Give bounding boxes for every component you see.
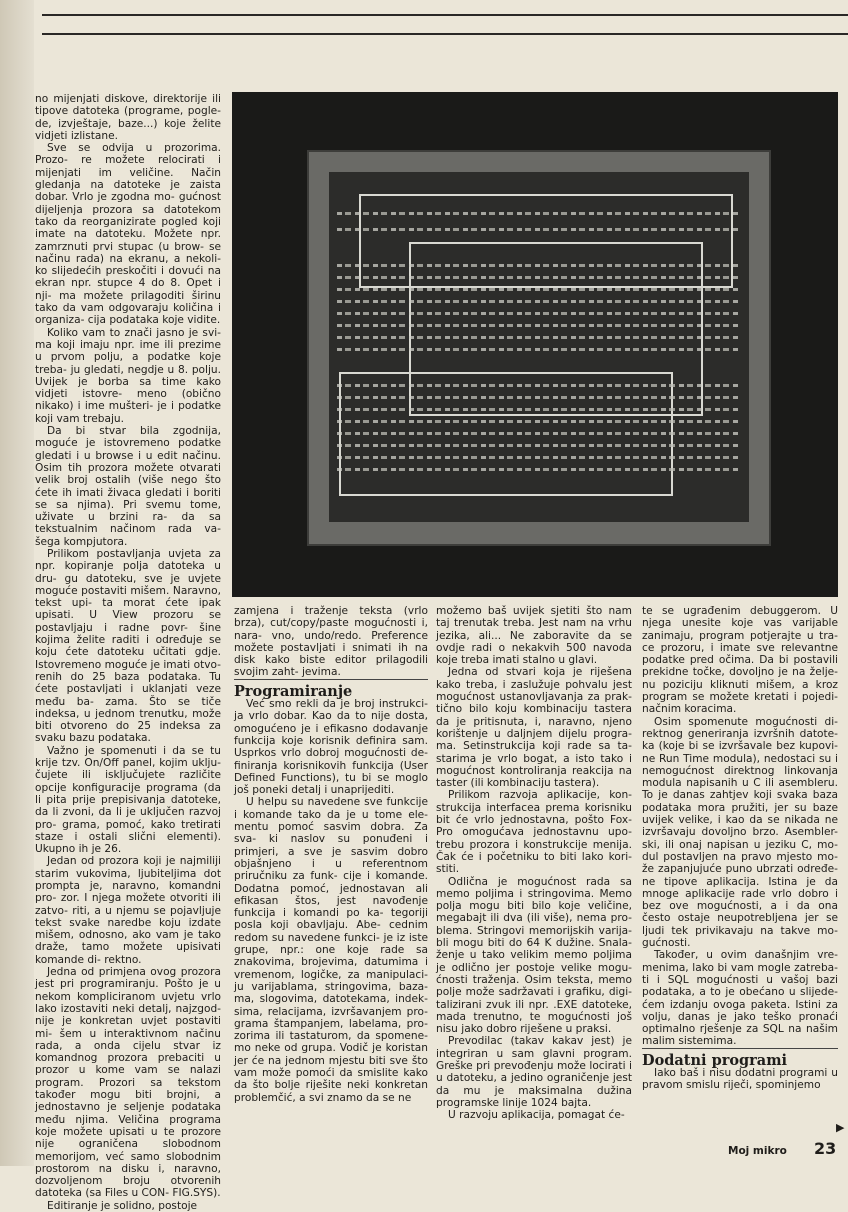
screen-text-row — [337, 288, 741, 291]
paragraph: Osim spomenute mogućnosti di- rektnog generiranja izvršnih datote- ka (koje bi se izvršavale bez kupovi- ne Run Time modula), nedostaci su i nemogućnost direktnog linkovanja modula napisanih u C ili asembleru. To je danas zahtjev koji svaka baza podataka mora pružiti, jer su baze uvijek velike, i kao da se nikada ne izvršavaju dovoljno brzo. Asembler- ski, ili onaj napisan u jeziku C, mo- dul postavljen na pravo mjesto mo- že zapanjujuće puno ubrzati određe- ne tipove aplikacija. Istina je da mnoge aplikacije rade vrlo dobro i bez ove mogućnosti, a i da ona često ostaje neupotrebljena jer se ljudi tek privikavaju na takve mo- gućnosti. — [642, 715, 838, 950]
paragraph: zamjena i traženje teksta (vrlo brza), cut/copy/paste mogućnosti i, nara- vno, undo/redo. Preference možete postavljati i snimati ih na disk kako biste editor prilagodili svojim zaht- jevima. — [234, 605, 428, 679]
paragraph: Editiranje je solidno, postoje — [47, 1199, 198, 1212]
monitor-screen — [329, 172, 749, 522]
column-4 — [642, 605, 838, 1092]
screen-text-row — [337, 384, 741, 387]
paragraph: možemo baš uvijek sjetiti što nam taj trenutak treba. Jest nam na vrhu jezika, ali... Ne zaboravite da se ovdje radi o nekakvih 500 navoda koje treba imati stalno u glavi. — [436, 605, 632, 667]
screen-text-row — [337, 228, 741, 231]
screenshot-photo — [232, 92, 838, 597]
paragraph: U razvoju aplikacija, pomagat će- — [448, 1109, 625, 1122]
header-rule-lower — [42, 33, 848, 35]
section-heading-programiranje: Programiranje — [234, 679, 428, 698]
paragraph: Važno je spomenuti i da se tu krije tzv. On/Off panel, kojim uklju- čujete ili isključujete različite opcije konfiguracije programa (da li pita prije prepisivanja datoteke, da li zvoni, da li je uključen razvoj pro- grama, pomoć, kako tretirati staze i ostali slični elementi). Ukupno ih je 26. — [35, 744, 221, 856]
paragraph: Iako baš i nisu dodatni programi u pravom smislu riječi, spominjemo — [642, 1066, 838, 1092]
screen-text-row — [337, 456, 741, 459]
paragraph: Jedan od prozora koji je najmiliji starim vukovima, ljubiteljima dot prompta je, naravno, komandni pro- zor. I njega možete otvoriti ili zatvo- riti, a u njemu se pojavljuje tekst svake naredbe koju izdate mišem, odnosno, ako vam je tako draže, tamo možete upisivati komande di- rektno. — [35, 855, 221, 966]
column-1 — [35, 93, 221, 1212]
screen-text-row — [337, 348, 741, 351]
paragraph: Jedna od stvari koja je riješena kako treba, i zaslužuje pohvalu jest mogućnost ustanovljavanja za prak- tično bilo koju kombinaciju tastera da je pritisnuta, i, naravno, njeno korištenje u daljnjem dijelu progra- ma. Setinstrukcija koji rade sa ta- starima je vrlo bogat, a isto tako i mogućnost kontroliranja reakcija na taster (ili kombinaciju tastera). — [436, 666, 632, 790]
column-2 — [234, 605, 428, 1104]
paragraph: Sve se odvija u prozorima. Prozo- re možete relocirati i mijenjati im veličine. Način gledanja na datoteke je zaista dobar. Vrlo je zgodna mo- gućnost dijeljenja prozora sa datotekom tako da reorganizirate pogled koji imate na datoteku. Možete npr. zamrznuti prvi stupac (u brow- se načinu rada) na ekranu, a nekoli- ko slijedećih preskočiti i dovući na ekran npr. stupce 4 do 8. Opet i nji- ma možete prilagoditi širinu tako da vam odgovaraju količina i organiza- cija podataka koje vidite. — [35, 142, 221, 327]
screen-text-row — [337, 444, 741, 447]
screen-text-row — [337, 312, 741, 315]
paragraph: Jedna od primjena ovog prozora jest pri programiranju. Pošto je u nekom kompliciranom uvjetu vrlo lako izostaviti neki detalj, najzgod- nije je konkretan uvjet postaviti mi- šem u interaktivnom načinu rada, a onda cijelu stvar iz komandnog prozora prebaciti u prozor u kome vam se nalazi program. Prozori sa tekstom također mogu biti brojni, a jednostavno je seljenje podataka među njima. Veličina programa koje možete upisati u te prozore nije ograničena slobodnom memorijom, već samo slobodnim prostorom na disku i, naravno, dozvoljenom broju otvorenih datoteka (sa Files u CON- FIG.SYS). — [35, 966, 221, 1200]
screen-text-row — [337, 324, 741, 327]
page-number: 23 — [814, 1139, 837, 1158]
screen-text-row — [337, 432, 741, 435]
screen-text-row — [337, 420, 741, 423]
header-rule — [42, 14, 848, 16]
screen-text-row — [337, 276, 741, 279]
screen-text-row — [337, 264, 741, 267]
paragraph: Već smo rekli da je broj instrukci- ja vrlo dobar. Kao da to nije dosta, omogućeno je i efikasno dodavanje funkcija koje korisnik definira sam. Usprkos vrlo dobroj mogućnosti de- finiranja korisnikovih funkcija (User Defined Functions), tu bi se moglo još poneki detalj i unaprijediti. — [234, 698, 428, 797]
paragraph: Koliko vam to znači jasno je svi- ma koji imaju npr. ime ili prezime u prvom polju, a podatke koje treba- ju gledati, negdje u 8. polju. Uvijek je borba sa time kako vidjeti istovre- meno (obično nikako) i ime mušteri- je i podatke koji vam trebaju. — [35, 326, 221, 425]
paragraph: Prevodilac (takav kakav jest) je integriran u sam glavni program. Greške pri prevođenju može locirati i u datoteku, a jedino ograničenje jest da mu je maksimalna dužina programske linije 1024 bajta. — [436, 1035, 632, 1109]
screen-text-row — [337, 336, 741, 339]
paragraph: no mijenjati diskove, direktorije ili tipove datoteka (programe, pogle- de, izvještaje, baze...) koje želite vidjeti izlistane. — [35, 93, 221, 142]
continue-arrow-icon: ▶ — [836, 1121, 845, 1134]
section-heading-dodatni-programi: Dodatni programi — [642, 1048, 838, 1067]
paragraph: Prilikom postavljanja uvjeta za npr. kopiranje polja datoteka u dru- gu datoteku, sve je uvjete moguće postaviti mišem. Naravno, tekst upi- ta morat ćete ipak upisati. U View prozoru se postavljaju i radne povr- šine kojima želite raditi i određuje se koju ćete datoteku učitati gdje. Istovremeno moguće je imati otvo- renih do 25 baza podataka. Tu ćete postavljati i uklanjati veze među ba- zama. Što se tiče indeksa, u jednom trenutku, može biti otvoreno do 25 indeksa za svaku bazu podataka. — [35, 547, 221, 745]
screen-text-row — [337, 300, 741, 303]
monitor-image — [307, 150, 771, 546]
screen-text-row — [337, 468, 741, 471]
paragraph: Odlična je mogućnost rada sa memo poljima i stringovima. Memo polja mogu biti bilo koje veličine, megabajt ili dva (ili više), nema pro- blema. Stringovi memorijskih varija- bli mogu biti do 64 K dužine. Snala- ženje u tako velikim memo poljima je odlično jer postoje velike mogu- ćnosti traženja. Osim teksta, memo polje može sadržavati i grafiku, digi- talizirani zvuk ili npr. .EXE datoteke, mada trenutno, te mogućnosti još nisu jako dobro riješene u praksi. — [436, 875, 632, 1036]
column-3 — [436, 605, 632, 1121]
paragraph: Prilikom razvoja aplikacije, kon- strukcija interfacea prema korisniku bit će vrlo jednostavna, pošto Fox- Pro omogućava jednostavnu upo- trebu prozora i konstrukcije menija. Čak će i početniku to biti lako kori- stiti. — [436, 789, 632, 876]
paragraph: Također, u ovim današnjim vre- menima, lako bi vam mogle zatreba- ti i SQL mogućnosti u vašoj bazi podataka, a to je obećano u slijede- ćem izdanju ovoga paketa. Istini za volju, danas je jako teško pronaći optimalno rješenje za SQL na našim malim sistemima. — [642, 949, 838, 1048]
screen-text-row — [337, 212, 741, 215]
paragraph: te se ugrađenim debuggerom. U njega unesite koje vas varijable zanimaju, program potjerajte u tra- ce prozoru, i imate sve relevantne podatke pred očima. Da bi postavili prekidne točke, dovoljno je na želje- nu poziciju kliknuti mišem, a kroz program se možete kretati i pojedi- načnim koracima. — [642, 605, 838, 716]
paragraph: Da bi stvar bila zgodnija, moguće je istovremeno podatke gledati i u browse i u edit načinu. Osim tih prozora možete otvarati velik broj ostalih (više nego što ćete ih imati živaca gledati i boriti se sa njima). Pri svemu tome, uživate u brzini ra- da sa tekstualnim načinom rada va- šega kompjutora. — [35, 425, 221, 548]
paragraph: U helpu su navedene sve funkcije i komande tako da je u tome ele- mentu pomoć sasvim dobra. Za sva- ki naslov su ponuđeni i primjeri, a sve je sasvim dobro objašnjeno i u referentnom priručniku za funk- cije i komande. Dodatna pomoć, jednostavan ali efikasan štos, jest navođenje funkcija i komandi po ka- tegoriji posla koji obavljaju. Abe- cednim redom su navedene funkci- je iz iste grupe, npr.: one koje rade sa znakovima, brojevima, datumima i vremenom, logičke, za manipulaci- ju varijablama, stringovima, baza- ma, slogovima, datotekama, indek- sima, relacijama, izvršavanjem pro- grama štampanjem, labelama, pro- zorima ili tastaturom, da spomene- mo neke od grupa. Vodič je koristan jer će na jednom mjestu biti sve što vam može pomoći da smislite kako da što bolje riješite neki konkretan problemčić, a svi znamo da se ne — [234, 796, 428, 1104]
binding-gutter — [0, 0, 34, 1166]
screen-text-row — [337, 396, 741, 399]
screen-text-row — [337, 408, 741, 411]
footer-magazine-name: Moj mikro — [728, 1145, 787, 1157]
